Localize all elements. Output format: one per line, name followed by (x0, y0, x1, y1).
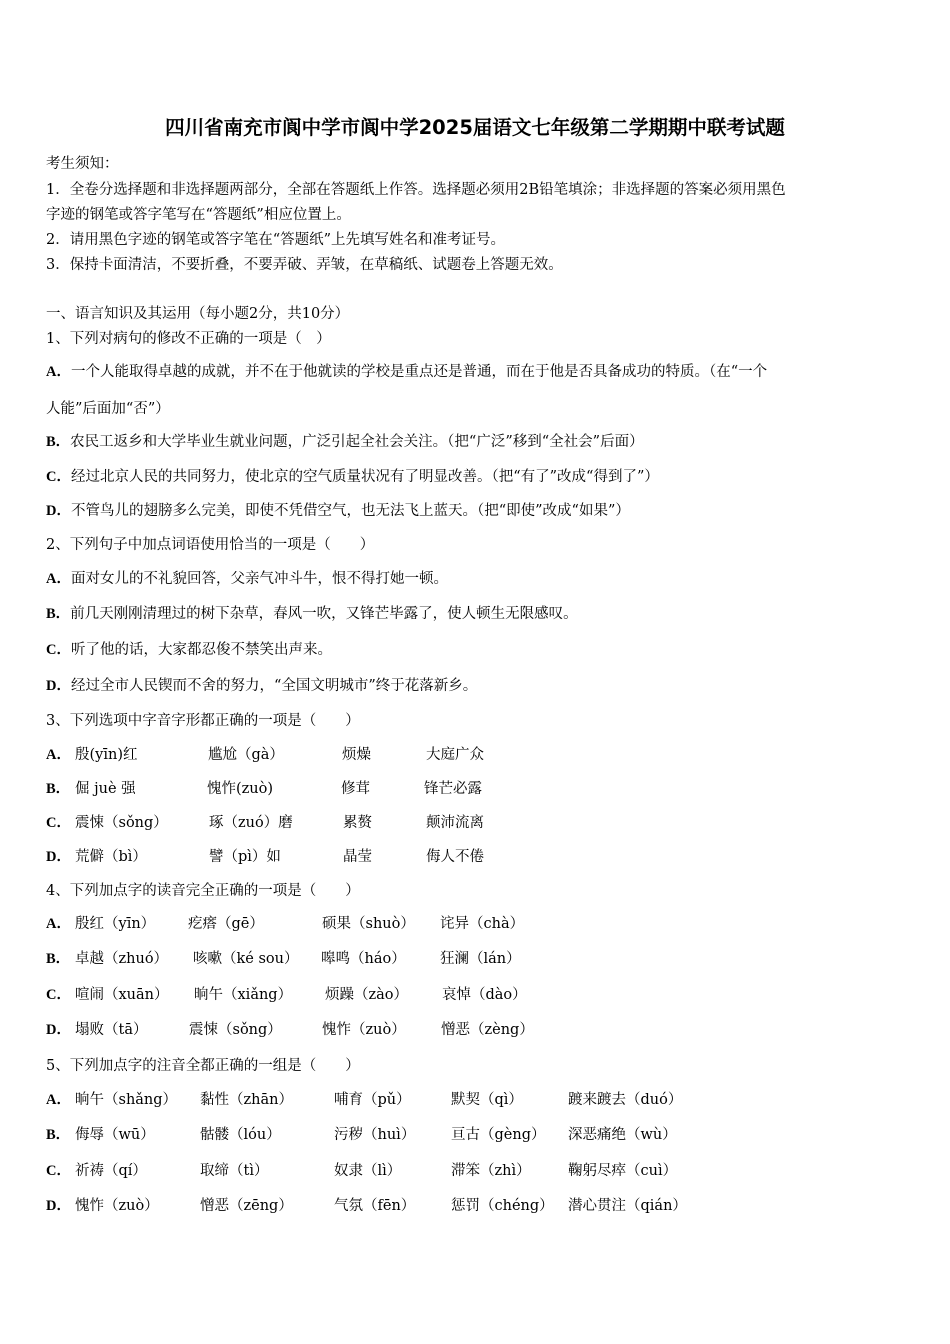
option-text: 一个人能取得卓越的成就，并不在于他就读的学校是重点还是普通，而在于他是否具备成功的特质。（在“一个 (70, 364, 768, 380)
option-cell: 震悚（sǒng） (75, 815, 168, 831)
option-d (46, 674, 477, 695)
notice-item: 1．全卷分选择题和非选择题两部分，全部在答题纸上作答。选择题必须用2B铅笔填涂；非选择题的答案必须用黑色 (46, 182, 786, 198)
option-text: 经过北京人民的共同努力，使北京的空气质量状况有了明显改善。（把“有了”改成“得到了”） (70, 469, 659, 485)
option-cell: 憎恶（zēng） (200, 1198, 293, 1214)
option-text: 听了他的话，大家都忍俊不禁笑出声来。 (70, 642, 332, 658)
option-cell: 深恶痛绝（wù） (568, 1127, 677, 1143)
option-text: 经过全市人民锲而不舍的努力，“全国文明城市”终于花落新乡。 (70, 678, 478, 694)
option-label: C． (46, 815, 71, 831)
option-cell: 愧怍（zuò） (75, 1198, 159, 1214)
option-cell: 譬（pì）如 (209, 849, 281, 865)
option-cell: 晌午（xiǎng） (194, 987, 293, 1003)
option-cell: 惩罚（chéng） (451, 1198, 554, 1214)
option-label: D． (46, 503, 71, 519)
option-label: C． (46, 642, 71, 658)
option-label: B． (46, 606, 71, 622)
option-cell: 愧怍(zuò) (207, 781, 274, 797)
option-label: C． (46, 1163, 71, 1179)
option-continuation: 人能”后面加“否”） (46, 401, 170, 417)
option-cell: 锋芒必露 (424, 781, 482, 797)
option-text: 不管鸟儿的翅膀多么完美，即使不凭借空气，也无法飞上蓝天。（把“即使”改成“如果”） (70, 503, 630, 519)
option-cell: 祈祷（qí） (75, 1163, 147, 1179)
option-b (46, 602, 578, 623)
option-cell: 亘古（gèng） (451, 1127, 546, 1143)
option-cell: 黏性（zhān） (200, 1092, 293, 1108)
option-cell: 倔 juè 强 (75, 781, 136, 797)
option-cell: 殷红（yīn） (75, 916, 156, 932)
option-cell: 侮辱（wū） (75, 1127, 155, 1143)
option-d (46, 499, 630, 520)
option-cell: 殷(yīn)红 (75, 747, 138, 763)
option-cell: 晶莹 (343, 849, 372, 865)
option-cell: 修茸 (341, 781, 370, 797)
option-cell: 塌败（tā） (75, 1022, 148, 1038)
notice-item: 3．保持卡面清洁，不要折叠，不要弄破、弄皱，在草稿纸、试题卷上答题无效。 (46, 257, 563, 273)
option-cell: 硕果（shuò） (322, 916, 415, 932)
option-cell: 愧怍（zuò） (322, 1022, 406, 1038)
option-cell: 尴尬（gà） (208, 747, 284, 763)
option-cell: 骷髅（lóu） (200, 1127, 281, 1143)
option-label: A． (46, 571, 71, 587)
option-label: B． (46, 1127, 71, 1143)
option-cell: 嗥鸣（háo） (321, 951, 406, 967)
option-label: C． (46, 469, 71, 485)
option-cell: 狂澜（lán） (440, 951, 521, 967)
option-cell: 滞笨（zhì） (451, 1163, 531, 1179)
option-cell: 踱来踱去（duó） (568, 1092, 683, 1108)
option-label: C． (46, 987, 71, 1003)
option-label: A． (46, 1092, 71, 1108)
option-label: A． (46, 364, 71, 380)
question-stem: 5、下列加点字的注音全都正确的一组是（ ） (46, 1058, 360, 1074)
question-stem: 1、下列对病句的修改不正确的一项是（ ） (46, 331, 331, 347)
option-cell: 潜心贯注（qián） (568, 1198, 687, 1214)
option-label: B． (46, 434, 71, 450)
option-text: 农民工返乡和大学毕业生就业问题，广泛引起全社会关注。（把“广泛”移到“全社会”后面） (70, 434, 644, 450)
question-stem: 3、下列选项中字音字形都正确的一项是（ ） (46, 713, 360, 729)
option-cell: 哀悼（dào） (442, 987, 527, 1003)
option-label: D． (46, 678, 71, 694)
option-cell: 奴隶（lì） (334, 1163, 402, 1179)
option-c (46, 465, 659, 486)
notice-heading: 考生须知： (46, 156, 119, 172)
option-a (46, 360, 767, 381)
option-label: D． (46, 1022, 71, 1038)
option-b (46, 430, 644, 451)
option-cell: 取缔（tì） (200, 1163, 269, 1179)
option-cell: 颠沛流离 (426, 815, 484, 831)
option-cell: 憎恶（zèng） (441, 1022, 534, 1038)
option-label: D． (46, 849, 71, 865)
section-heading: 一、语言知识及其运用（每小题2分，共10分） (46, 306, 350, 322)
option-cell: 哺育（pǔ） (334, 1092, 411, 1108)
option-text: 前几天刚刚清理过的树下杂草，春风一吹，又锋芒毕露了，使人顿生无限感叹。 (70, 606, 578, 622)
option-label: D． (46, 1198, 71, 1214)
option-cell: 疙瘩（gē） (188, 916, 264, 932)
option-cell: 烦燥 (342, 747, 371, 763)
option-cell: 琢（zuó）磨 (209, 815, 293, 831)
option-cell: 累赘 (343, 815, 372, 831)
option-label: B． (46, 781, 71, 797)
option-label: B． (46, 951, 71, 967)
option-cell: 诧异（chà） (440, 916, 525, 932)
option-cell: 震悚（sǒng） (189, 1022, 282, 1038)
option-a (46, 567, 448, 588)
option-cell: 气氛（fēn） (334, 1198, 416, 1214)
notice-item: 2．请用黑色字迹的钢笔或答字笔在“答题纸”上先填写姓名和准考证号。 (46, 232, 506, 248)
option-label: A． (46, 747, 71, 763)
question-stem: 4、下列加点字的读音完全正确的一项是（ ） (46, 883, 360, 899)
option-cell: 侮人不倦 (426, 849, 484, 865)
option-label: A． (46, 916, 71, 932)
option-cell: 大庭广众 (426, 747, 484, 763)
option-cell: 默契（qì） (451, 1092, 523, 1108)
option-cell: 咳嗽（ké sou） (193, 951, 299, 967)
option-cell: 喧闹（xuān） (75, 987, 169, 1003)
option-cell: 荒僻（bì） (75, 849, 147, 865)
option-cell: 卓越（zhuó） (75, 951, 169, 967)
option-cell: 污秽（huì） (334, 1127, 416, 1143)
option-c (46, 638, 332, 659)
notice-item: 字迹的钢笔或答字笔写在“答题纸”相应位置上。 (46, 207, 351, 223)
option-cell: 晌午（shǎng） (75, 1092, 178, 1108)
page-title: 四川省南充市阆中学市阆中学2025届语文七年级第二学期期中联考试题 (165, 116, 785, 139)
option-text: 面对女儿的不礼貌回答，父亲气冲斗牛，恨不得打她一顿。 (70, 571, 448, 587)
option-cell: 烦躁（zào） (325, 987, 409, 1003)
question-stem: 2、下列句子中加点词语使用恰当的一项是（ ） (46, 537, 375, 553)
option-cell: 鞠躬尽瘁（cuì） (568, 1163, 678, 1179)
